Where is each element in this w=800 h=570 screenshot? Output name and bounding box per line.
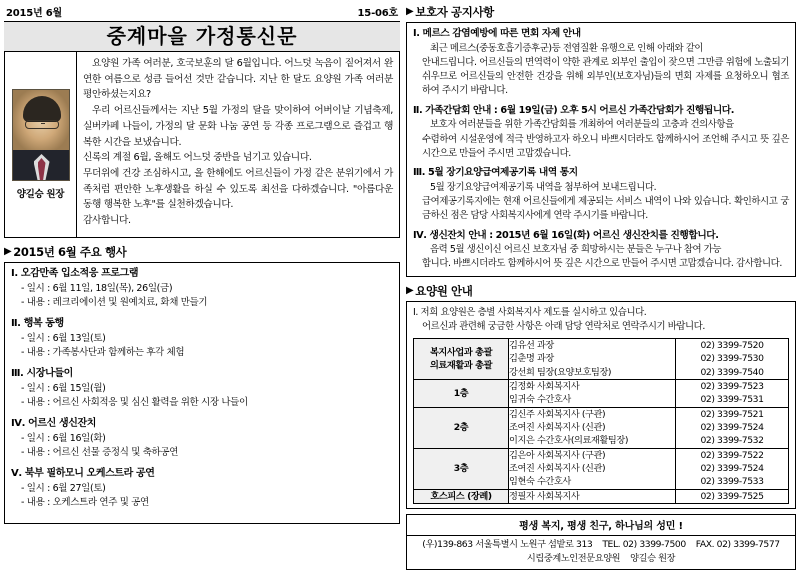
notice-body-first-line: 보호자 여러분들을 위한 가족간담회를 개최하여 여러분들의 고충과 건의사항을 [430,119,734,131]
staff-name: 김유선 과장 [509,339,554,351]
staff-phone: 02) 3399-7530 [700,353,764,365]
event-date-label: - 일시 : [21,482,53,494]
event-desc-line [11,296,393,310]
event-name: 행복 동행 [23,318,64,329]
notice-item [413,166,789,223]
staff-name: 김신주 사회복지사 (구관) [509,408,606,420]
event-desc-value: 어르신 선물 증정식 및 축하공연 [52,446,179,458]
event-item [11,367,393,410]
event-title [11,467,393,482]
event-desc-value: 어르신 사회적응 및 심신 활력을 위한 시장 나들이 [52,396,248,408]
notice-body-first-line: 최근 메르스(중동호흡기증후군)등 전염질환 유행으로 인해 아래와 같이 [430,42,704,54]
floor-label: 2층 [453,422,469,434]
staff-names-cell [509,338,676,379]
event-number: Ⅱ. [11,318,21,329]
notice-heading: 메르스 감염예방에 따른 면회 자제 안내 [422,28,581,39]
director-photo-cell [5,52,77,237]
care-intro-number: Ⅰ. [413,306,418,318]
staff-name: 조여진 사회복지사 (신관) [509,421,606,433]
notice-body-first-line: 5월 장기요양급여제공기록 내역을 첨부하여 보내드립니다. [430,181,657,193]
event-desc-label: - 내용 : [21,496,53,508]
notice-body-rest: 수렴하여 시설운영에 적극 반영하고자 하오니 바쁘시더라도 함께하시어 조언해 주시고 뜻 깊은 시간으로 만들어 주시면 고맙겠습니다. [422,133,789,159]
table-row [414,407,789,448]
greeting-paragraph: 무더위에 건강 조심하시고, 올 한해에도 어르신들이 가정 같은 분위기에서 가족처럼 편안한 노후생활을 하실 수 있도록 최선을 다하겠습니다. "아름다운 동행 행복한 노후"를 실천하겠습니다. [83,168,393,211]
event-desc-value: 레크리에이션 및 원예치료, 화채 만들기 [52,296,208,308]
notice-body-first-line: 음력 5월 생신이신 어르신 보호자님 중 희망하시는 분들은 누구나 참여 가능 [430,244,722,256]
event-desc-value: 오케스트라 연주 및 공연 [52,496,149,508]
notice-number: Ⅲ. [413,167,426,179]
table-row [414,338,789,379]
footer-org-name: 시립중계노인전문요양원 [526,552,621,564]
event-date-label: - 일시 : [21,282,53,294]
event-name: 북부 필하모니 오케스트라 공연 [24,468,155,479]
event-number: Ⅳ. [11,418,25,429]
masthead-top [4,2,400,21]
staff-phone: 02) 3399-7524 [700,463,764,474]
floor-label: 호스피스 (장례) [430,490,492,502]
staff-phone: 02) 3399-7523 [700,380,764,392]
event-desc-line [11,346,393,360]
staff-names-cell [509,379,676,407]
care-intro-line1: 저희 요양원은 층별 사회복지사 제도를 실시하고 있습니다. [420,306,647,318]
table-row [414,448,789,489]
portrait-hair [23,96,61,122]
event-desc-label: - 내용 : [21,296,53,308]
staff-phone: 02) 3399-7531 [700,394,764,406]
right-column [404,2,796,564]
portrait-glasses [25,120,59,129]
event-item [11,317,393,360]
notice-body-rest: 안내드립니다. 어르신들의 면역력이 약한 관계로 외부인 출입이 잦으면 그만큼 위험에 노출되기 쉬우므로 어르신들의 안전한 건강을 위해 외부인(보호자님)들의 면회 자제를 요청하오니 협조하여 주시기 바랍니다. [422,56,789,97]
notice-body [413,42,789,99]
events-section-heading [4,244,400,260]
greeting-paragraph: 감사합니다. [83,215,131,227]
staff-phone: 02) 3399-7532 [700,435,764,447]
staff-phones-cell [676,407,789,448]
staff-phones-cell [676,338,789,379]
greeting-paragraph: 요양원 가족 여러분, 호국보훈의 달 6월입니다. 어느덧 녹음이 짙어져서 완연한 여름으로 성큼 들어선 것만 같습니다. 지난 한 달도 요양원 가족 여러분 평안하셨는지요? [83,58,393,101]
staff-names-cell [509,448,676,489]
event-desc-value: 가족봉사단과 함께하는 후각 체험 [52,346,185,358]
staff-floor-cell [414,448,509,489]
left-column [4,2,404,524]
event-name: 어르신 생신잔치 [28,418,96,429]
notices-box [406,22,796,277]
event-desc-line [11,446,393,460]
event-date-value: 6월 11일, 18일(목), 26일(금) [52,282,173,294]
slogan-banner: 평생 복지, 평생 친구, 하나님의 성민 ! [406,514,796,536]
director-name-caption: 양길승 원장 [16,189,65,200]
event-item [11,467,393,510]
staff-names-cell [509,489,676,503]
event-item [11,267,393,310]
triangle-marker-icon: ▶ [406,284,414,296]
floor-label: 복지사업과 총괄 [429,346,493,358]
event-desc-line [11,496,393,510]
care-intro-text [413,306,789,335]
event-item [11,417,393,460]
event-date-line [11,332,393,346]
event-date-label: - 일시 : [21,382,53,394]
event-number: Ⅴ. [11,468,22,479]
footer-address: (우)139-863 서울특별시 노원구 섬밭로 313 [422,539,593,551]
event-date-value: 6월 27일(토) [52,482,106,494]
care-info-box [406,301,796,509]
footer-contact [406,536,796,570]
notice-body-rest: 급여제공기록지에는 현재 어르신들에게 제공되는 서비스 내역이 나와 있습니다. 확인하시고 궁금하신 점은 담당 사회복지사에게 연락 주시기를 바랍니다. [422,196,789,222]
staff-phone: 02) 3399-7525 [700,490,764,502]
event-date-value: 6월 13일(토) [52,332,106,344]
event-name: 오감만족 입소적응 프로그램 [20,268,139,279]
staff-name: 김정화 사회복지사 [509,380,580,392]
events-box [4,262,400,524]
greeting-block [4,52,400,238]
event-title [11,267,393,282]
table-row [414,489,789,503]
event-title [11,417,393,432]
event-name: 시장나들이 [26,368,73,379]
staff-name: 정필자 사회복지사 [509,490,580,502]
event-desc-line [11,396,393,410]
events-heading-label: 2015년 6월 주요 행사 [13,245,127,259]
event-date-line [11,282,393,296]
staff-name: 이지은 수간호사(의료재활팀장) [509,435,629,447]
staff-phone: 02) 3399-7521 [700,408,764,420]
staff-name: 조여진 사회복지사 (신관) [509,463,606,474]
staff-phone: 02) 3399-7540 [700,366,764,378]
notice-title [413,27,789,42]
notice-title [413,166,789,181]
staff-name: 임귀숙 수간호사 [509,394,571,406]
staff-floor-cell [414,407,509,448]
care-section-heading [406,283,796,299]
issue-number: 15-06호 [357,8,398,19]
event-desc-label: - 내용 : [21,346,53,358]
event-date-value: 6월 15일(월) [52,382,106,394]
event-title [11,367,393,382]
event-date-line [11,432,393,446]
triangle-marker-icon: ▶ [4,246,12,257]
footer-address-line [409,538,793,552]
footer-org-line [409,552,793,566]
event-date-label: - 일시 : [21,332,53,344]
event-number: Ⅲ. [11,368,24,379]
staff-phones-cell [676,489,789,503]
greeting-paragraph: 우리 어르신들께서는 지난 5월 가정의 달을 맞이하여 어버이날 기념축제, 실버카페 나들이, 가정의 달 문화 나눔 공연 등 각종 프로그램으로 즐겁고 행복한 시간을 보냈습니다. [83,105,393,148]
staff-contact-table [413,338,789,504]
staff-phone: 02) 3399-7522 [700,449,764,461]
notice-heading: 5월 장기요양급여제공기록 내역 통지 [428,167,578,179]
care-heading-label: 요양원 안내 [415,283,473,298]
notice-number: Ⅳ. [413,229,427,241]
event-number: Ⅰ. [11,268,18,279]
staff-phone: 02) 3399-7520 [700,339,764,351]
notice-number: Ⅱ. [413,104,423,116]
staff-phones-cell [676,379,789,407]
staff-name: 강선희 팀장(요양보호팀장) [509,366,612,378]
staff-phone: 02) 3399-7524 [700,421,764,433]
event-date-line [11,382,393,396]
footer-tel: TEL. 02) 3399-7500 [602,539,686,551]
event-title [11,317,393,332]
event-date-line [11,482,393,496]
notices-heading-label: 보호자 공지사항 [415,5,494,19]
event-desc-label: - 내용 : [21,396,53,408]
greeting-paragraph: 신록의 계절 6월, 올해도 어느덧 중반을 넘기고 있습니다. [83,152,312,164]
table-row [414,379,789,407]
floor-label: 1층 [453,387,469,399]
floor-label: 3층 [453,463,469,475]
staff-phone: 02) 3399-7533 [700,476,764,488]
notice-body [413,181,789,224]
care-intro-line2: 어르신과 관련해 궁금한 사항은 아래 담당 연락처로 연락주시기 바랍니다. [422,321,705,333]
newsletter-title: 중계마을 가정통신문 [4,21,400,52]
notices-section-heading [406,4,796,20]
event-desc-label: - 내용 : [21,446,53,458]
notice-body-rest: 합니다. 바쁘시더라도 함께하시어 뜻 깊은 시간으로 만들어 주시면 고맙겠습니다. 감사합니다. [422,258,782,270]
event-date-label: - 일시 : [21,432,53,444]
floor-label: 의료재활과 총괄 [429,359,493,371]
staff-name: 김은아 사회복지사 (구관) [509,449,606,461]
director-portrait-image [12,89,70,181]
triangle-marker-icon: ▶ [406,6,414,17]
notice-title [413,229,789,244]
staff-floor-cell [414,338,509,379]
issue-date: 2015년 6월 [6,8,62,19]
notice-body [413,118,789,161]
notice-item [413,229,789,272]
staff-floor-cell [414,379,509,407]
footer-director: 양길승 원장 [630,552,676,564]
notice-body [413,243,789,272]
event-date-value: 6월 16일(화) [52,432,106,444]
footer-fax: FAX. 02) 3399-7577 [695,539,780,551]
notice-heading: 가족간담회 안내 : 6월 19일(금) 오후 5시 어르신 가족간담회가 진행됩니다. [425,104,735,116]
staff-floor-cell [414,489,509,503]
notice-item [413,27,789,99]
staff-phones-cell [676,448,789,489]
notice-heading: 생신잔치 안내 : 2015년 6월 16일(화) 어르신 생신잔치를 진행합니다. [429,229,719,241]
notice-number: Ⅰ. [413,28,420,39]
staff-names-cell [509,407,676,448]
greeting-text [77,52,399,237]
notice-title [413,104,789,119]
notice-item [413,104,789,161]
staff-name: 임현숙 수간호사 [509,476,571,488]
staff-name: 김춘명 과장 [509,353,554,365]
